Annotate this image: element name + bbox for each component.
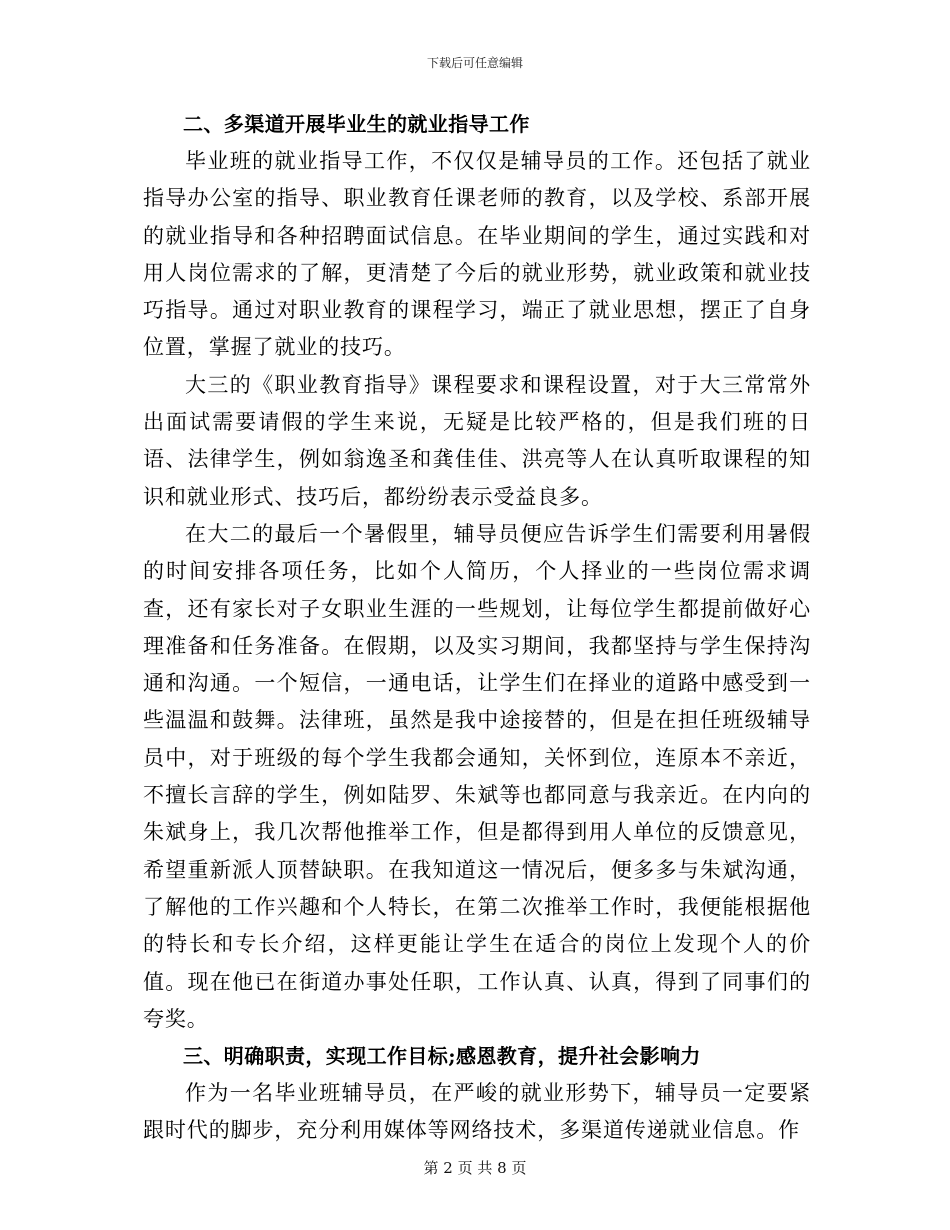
page-footer-number: 第 2 页 共 8 页 [423,1159,527,1177]
document-body [143,106,811,1150]
section-heading-2: 二、多渠道开展毕业生的就业指导工作 [183,112,530,136]
paragraph-3: 在大二的最后一个暑假里，辅导员便应告诉学生们需要利用暑假的时间安排各项任务，比如个人简历，个人择业的一些岗位需求调查，还有家长对子女职业生涯的一些规划，让每位学生都提前做好心理准备和任务准备。在假期，以及实习期间，我都坚持与学生保持沟通和沟通。一个短信，一通电话，让学生们在择业的道路中感受到一些温温和鼓舞。法律班，虽然是我中途接替的，但是在担任班级辅导员中，对于班级的每个学生我都会通知，关怀到位，连原本不亲近，不擅长言辞的学生，例如陆罗、朱斌等也都同意与我亲近。在内向的朱斌身上，我几次帮他推举工作，但是都得到用人单位的反馈意见，希望重新派人顶替缺职。在我知道这一情况后，便多多与朱斌沟通，了解他的工作兴趣和个人特长，在第二次推举工作时，我便能根据他的特长和专长介绍，这样更能让学生在适合的岗位上发现个人的价值。现在他已在街道办事处任职，工作认真、认真，得到了同事们的夸奖。 [143,521,811,1031]
paragraph-1: 毕业班的就业指导工作，不仅仅是辅导员的工作。还包括了就业指导办公室的指导、职业教育任课老师的教育，以及学校、系部开展的就业指导和各种招聘面试信息。在毕业期间的学生，通过实践和对用人岗位需求的了解，更清楚了今后的就业形势，就业政策和就业技巧指导。通过对职业教育的课程学习，端正了就业思想，摆正了自身位置，掌握了就业的技巧。 [143,149,811,360]
paragraph-2: 大三的《职业教育指导》课程要求和课程设置，对于大三常常外出面试需要请假的学生来说，无疑是比较严格的，但是我们班的日语、法律学生，例如翁逸圣和龚佳佳、洪亮等人在认真听取课程的知识和就业形式、技巧后，都纷纷表示受益良多。 [143,372,811,509]
paragraph-4: 作为一名毕业班辅导员，在严峻的就业形势下，辅导员一定要紧跟时代的脚步，充分利用媒体等网络技术，多渠道传递就业信息。作 [143,1081,811,1143]
section-heading-3: 三、明确职责，实现工作目标;感恩教育，提升社会影响力 [183,1044,701,1069]
page-header-note: 下载后可任意编辑 [426,56,523,70]
